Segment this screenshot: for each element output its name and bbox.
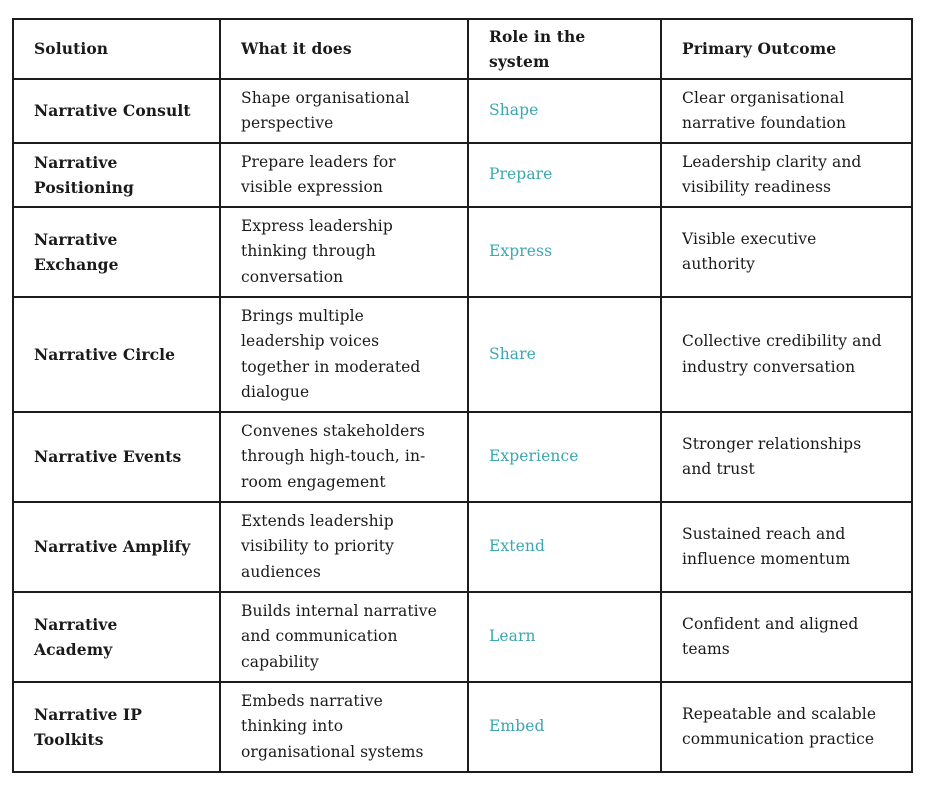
solution-cell: Narrative Amplify	[13, 502, 220, 592]
header-role-in-system: Role in the system	[468, 19, 661, 79]
header-solution: Solution	[13, 19, 220, 79]
solution-cell: Narrative Events	[13, 412, 220, 502]
role-cell: Prepare	[468, 143, 661, 207]
solution-cell: Narrative IP Toolkits	[13, 682, 220, 772]
what-it-does-cell: Builds internal narrative and communication capability	[220, 592, 468, 682]
table-row	[13, 207, 912, 297]
solutions-table	[12, 18, 913, 773]
solution-cell: Narrative Exchange	[13, 207, 220, 297]
what-it-does-cell: Embeds narrative thinking into organisational systems	[220, 682, 468, 772]
table-row	[13, 412, 912, 502]
role-cell: Share	[468, 297, 661, 412]
header-primary-outcome: Primary Outcome	[661, 19, 912, 79]
solutions-table-container	[12, 18, 911, 773]
solution-cell: Narrative Circle	[13, 297, 220, 412]
what-it-does-cell: Prepare leaders for visible expression	[220, 143, 468, 207]
solution-cell: Narrative Positioning	[13, 143, 220, 207]
solution-cell: Narrative Academy	[13, 592, 220, 682]
outcome-cell: Leadership clarity and visibility readiness	[661, 143, 912, 207]
outcome-cell: Collective credibility and industry conversation	[661, 297, 912, 412]
what-it-does-cell: Convenes stakeholders through high-touch, in-room engagement	[220, 412, 468, 502]
what-it-does-cell: Express leadership thinking through conversation	[220, 207, 468, 297]
role-cell: Learn	[468, 592, 661, 682]
table-header-row	[13, 19, 912, 79]
what-it-does-cell: Brings multiple leadership voices together in moderated dialogue	[220, 297, 468, 412]
table-row	[13, 592, 912, 682]
table-row	[13, 143, 912, 207]
what-it-does-cell: Extends leadership visibility to priority audiences	[220, 502, 468, 592]
role-cell: Shape	[468, 79, 661, 143]
role-cell: Extend	[468, 502, 661, 592]
outcome-cell: Confident and aligned teams	[661, 592, 912, 682]
outcome-cell: Repeatable and scalable communication practice	[661, 682, 912, 772]
what-it-does-cell: Shape organisational perspective	[220, 79, 468, 143]
role-cell: Experience	[468, 412, 661, 502]
header-what-it-does: What it does	[220, 19, 468, 79]
outcome-cell: Stronger relationships and trust	[661, 412, 912, 502]
outcome-cell: Sustained reach and influence momentum	[661, 502, 912, 592]
role-cell: Express	[468, 207, 661, 297]
table-row	[13, 79, 912, 143]
table-row	[13, 682, 912, 772]
outcome-cell: Clear organisational narrative foundation	[661, 79, 912, 143]
solution-cell: Narrative Consult	[13, 79, 220, 143]
table-row	[13, 502, 912, 592]
role-cell: Embed	[468, 682, 661, 772]
outcome-cell: Visible executive authority	[661, 207, 912, 297]
table-row	[13, 297, 912, 412]
